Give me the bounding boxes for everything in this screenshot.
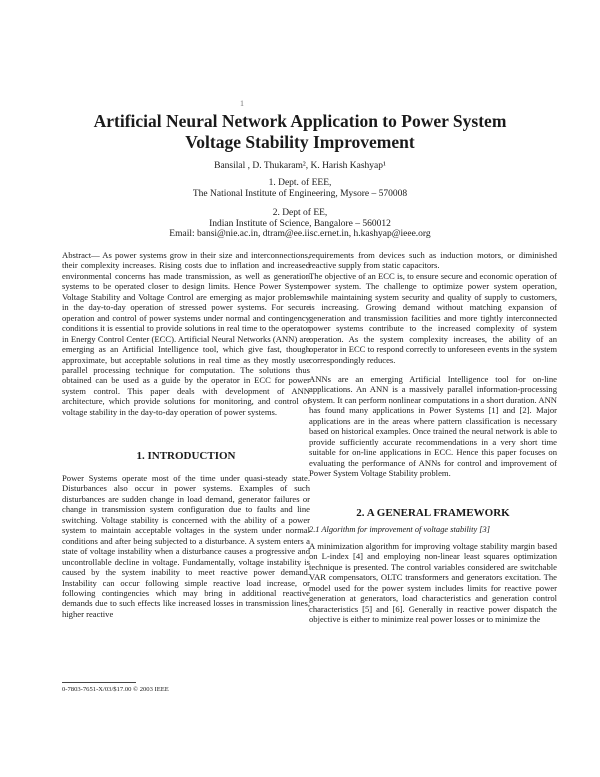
right-column-body-2 (309, 374, 557, 479)
affiliation-1-institute: The National Institute of Engineering, Mysore – 570008 (192, 189, 408, 199)
framework-body (309, 541, 557, 625)
framework-subheading: 2.1 Algorithm for improvement of voltage stability [3] (309, 525, 490, 534)
abstract-text: Abstract— As power systems grow in their size and interconnections, their complexity increases. Rising costs due to inflation and increased environmental concerns has made transmission, as well as generation systems to be operated closer to design limits. Hence Power System Voltage Stability and Voltage Control are emerging as major problems in the day-to-day operation of stressed power systems. For secure operation and control of power systems under normal and contingency conditions it is essential to provide solutions in real time to the operator in Energy Control Center (ECC). Artificial Neural Networks (ANN) are emerging as an Artificial Intelligence tool, which give fast, though approximate, but acceptable solutions in real time as they mostly use parallel processing technique for computation. The solutions thus obtained can be used as a guide by the operator in ECC for power system control. This paper deals with development of ANN architecture, which provide solutions for monitoring, and control of voltage stability in the day-to-day operation of power systems. (62, 250, 310, 417)
affiliation-2-institute: Indian Institute of Science, Bangalore – 560012 (209, 219, 391, 229)
right-paragraph-1: requirements from devices such as induction motors, or diminished reactive supply from static capacitors. (309, 250, 557, 271)
footnote-rule (62, 682, 136, 683)
header-mark: 1 (240, 99, 244, 108)
affiliation-2-dept: 2. Dept of EE, (272, 208, 328, 218)
paper-title-line-2: Voltage Stability Improvement (185, 132, 415, 152)
right-paragraph-3: ANNs are an emerging Artificial Intelligence tool for on-line applications. An ANN is a massively parallel information-processing system. It can perform nonlinear computations in a short duration. ANN has found many applications in Power Systems [1] and [2]. Major applications are in the areas where pattern classification is necessary based on historical examples. Once trained the neural network is able to provide sufficiently accurate recommendations in a very short time suitable for on-line applications in ECC. Hence this paper focuses on evaluating the performance of ANNs for control and improvement of Power System Voltage Stability problem. (309, 374, 557, 479)
framework-heading: 2. A GENERAL FRAMEWORK (356, 507, 510, 519)
paper-title-line-1: Artificial Neural Network Application to Power System (93, 111, 507, 131)
copyright-footnote: 0-7803-7651-X/03/$17.00 © 2003 IEEE (62, 686, 169, 693)
author-emails: Email: bansi@nie.ac.in, dtram@ee.iisc.ernet.in, h.kashyap@ieee.org (169, 229, 431, 239)
introduction-heading: 1. INTRODUCTION (136, 450, 236, 462)
right-column-body (309, 250, 557, 365)
affiliation-1-dept: 1. Dept. of EEE, (268, 178, 332, 188)
introduction-text: Power Systems operate most of the time under quasi-steady state. Disturbances also occur in power systems. Examples of such disturbances are sudden change in load demand, generator failures or change in transmission system configuration due to faults and line switching. Voltage stability is concerned with the ability of a power system to maintain acceptable voltages in the system under normal conditions and after being subjected to a disturbance. A system enters a state of voltage instability when a disturbance causes a progressive and uncontrollable decline in voltage. Fundamentally, voltage instability is caused by the system inability to meet reactive power demand. Instability can occur following simple reactive load increase, or following contingencies which may bring in additional reactive demands due to such effects like increased losses in transmission lines, higher reactive (62, 473, 310, 619)
introduction-body (62, 473, 310, 619)
right-paragraph-2: The objective of an ECC is, to ensure secure and economic operation of power system. The challenge to optimize power system operation, while maintaining system security and quality of supply to customers, is increasing. Growing demand without matching expansion of generation and transmission facilities and more tightly interconnected power systems contribute to the increased complexity of system operation. As the system complexity increases, the ability of an operator in ECC to respond correctly to unforeseen events in the system correspondingly reduces. (309, 270, 557, 365)
framework-text: A minimization algorithm for improving voltage stability margin based on L-index [4] and employing non-linear least squares optimization technique is presented. The control variables considered are switchable VAR compensators, OLTC transformers and generators excitation. The model used for the power system includes limits for reactive power generation at generators, load characteristics and generation control characteristics [5] and [6]. Generally in reactive power dispatch the objective is either to minimize real power losses or to minimize the (309, 541, 557, 625)
authors: Bansilal , D. Thukaram², K. Harish Kashyap¹ (214, 161, 386, 171)
abstract (62, 250, 310, 417)
